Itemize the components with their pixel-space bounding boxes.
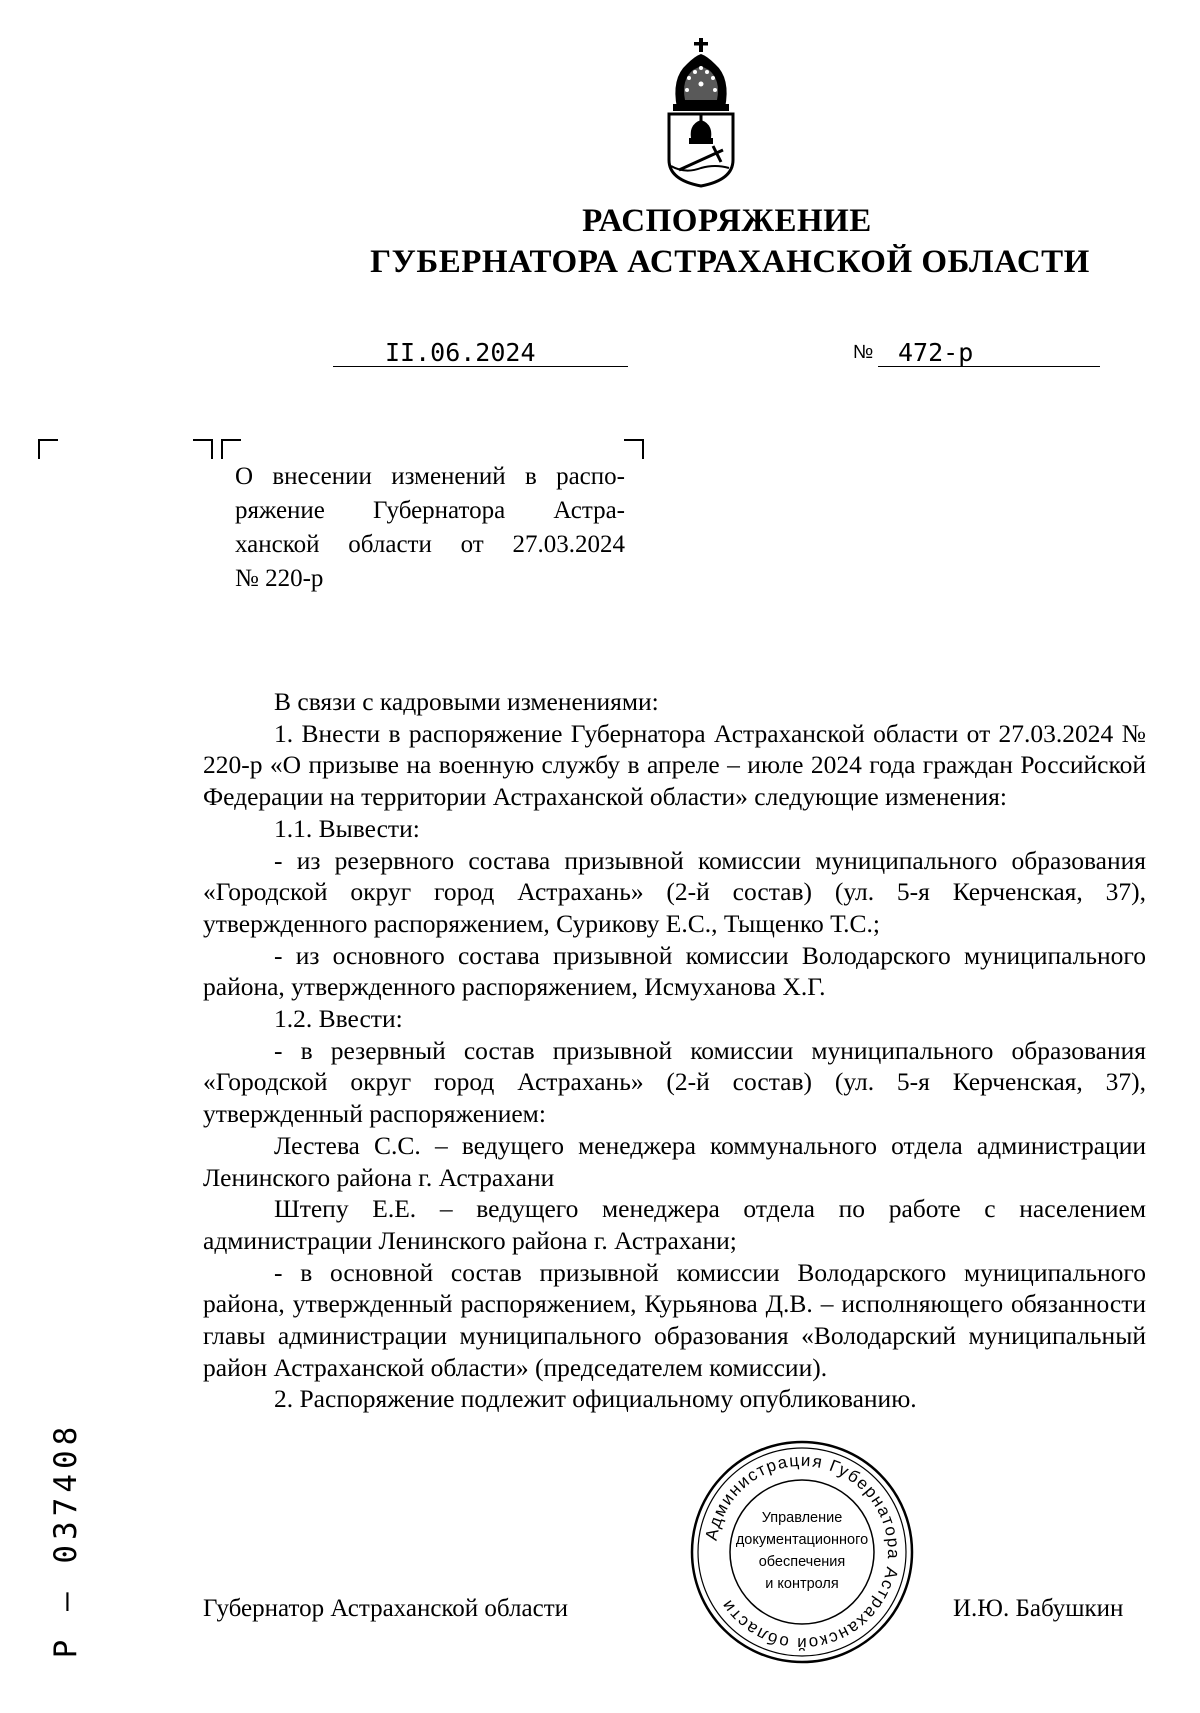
body-paragraph: - в основной состав призывной комиссии Володарского муниципального района, утвержденный распоряжением, Курьянова Д.В. – исполняющего обязанности главы администрации муниципального образования «Володарский муниципальный район Астраханской области» (председателем комиссии). [203,1257,1146,1382]
body-paragraph: - из основного состава призывной комиссии Володарского муниципального района, утвержденного распоряжением, Исмуханова Х.Г. [203,940,1146,1002]
subject-line: ряжение Губернатора Астра- [235,497,625,524]
body-paragraph: 2. Распоряжение подлежит официальному опубликованию. [274,1384,917,1414]
number-sign: № [853,342,874,363]
document-body [203,686,1146,1415]
stamp-center-line: обеспечения [758,1554,846,1570]
subject-line: № 220-р [235,565,324,592]
signer-name: И.Ю. Бабушкин [953,1595,1124,1622]
stamp-ring-text: Администрация Губернатора Астраханской области [701,1450,904,1654]
subject-bracket-close [624,439,644,459]
official-stamp [688,1438,916,1666]
body-paragraph: Штепу Е.Е. – ведущего менеджера отдела по работе с населением администрации Ленинского района г. Астрахани; [203,1194,1146,1255]
stamp-center-line: документационного [735,1532,869,1548]
body-paragraph: 1.1. Вывести: [274,813,420,843]
body-paragraph: В связи с кадровыми изменениями: [274,687,659,716]
subject-line: ханской области от 27.03.2024 [235,531,625,558]
signer-position: Губернатор Астраханской области [203,1595,569,1622]
stamp-center-line: Управление [761,1510,843,1526]
body-paragraph: - из резервного состава призывной комиссии муниципального образования «Городской округ город Астрахань» (2-й состав) (ул. 5-я Керченская, 37), утвержденного распоряжением, Сурикову Е.С., Тыщенко Т.С.; [203,845,1146,938]
document-date: II.06.2024 [385,338,536,367]
registration-number-text: Р – 037408 [48,1421,84,1659]
subject-bracket-open [221,439,241,459]
stamp-center-line: и контроля [765,1576,839,1592]
document-number: 472-р [898,338,974,367]
date-underline [333,366,628,367]
number-underline [878,366,1100,367]
body-paragraph: 1.2. Ввести: [274,1004,403,1034]
document-subject [235,460,625,596]
astrakhan-coat-of-arms-icon [665,38,737,188]
subject-bracket-left-close [193,439,213,459]
left-margin-corner-mark [38,439,58,459]
registration-number [20,1400,112,1680]
body-paragraph: Лестева С.С. – ведущего менеджера коммунального отдела администрации Ленинского района г. Астрахани [203,1130,1146,1192]
subject-line: О внесении изменений в распо- [235,463,625,490]
body-paragraph: - в резервный состав призывной комиссии муниципального образования «Городской округ город Астрахань» (2-й состав) (ул. 5-я Керченская, 37), утвержденный распоряжением: [203,1035,1146,1129]
body-paragraph: 1. Внести в распоряжение Губернатора Астраханской области от 27.03.2024 № 220-р «О призыве на военную службу в апреле – июле 2024 года граждан Российской Федерации на территории Астраханской области» следующие изменения: [203,718,1146,812]
